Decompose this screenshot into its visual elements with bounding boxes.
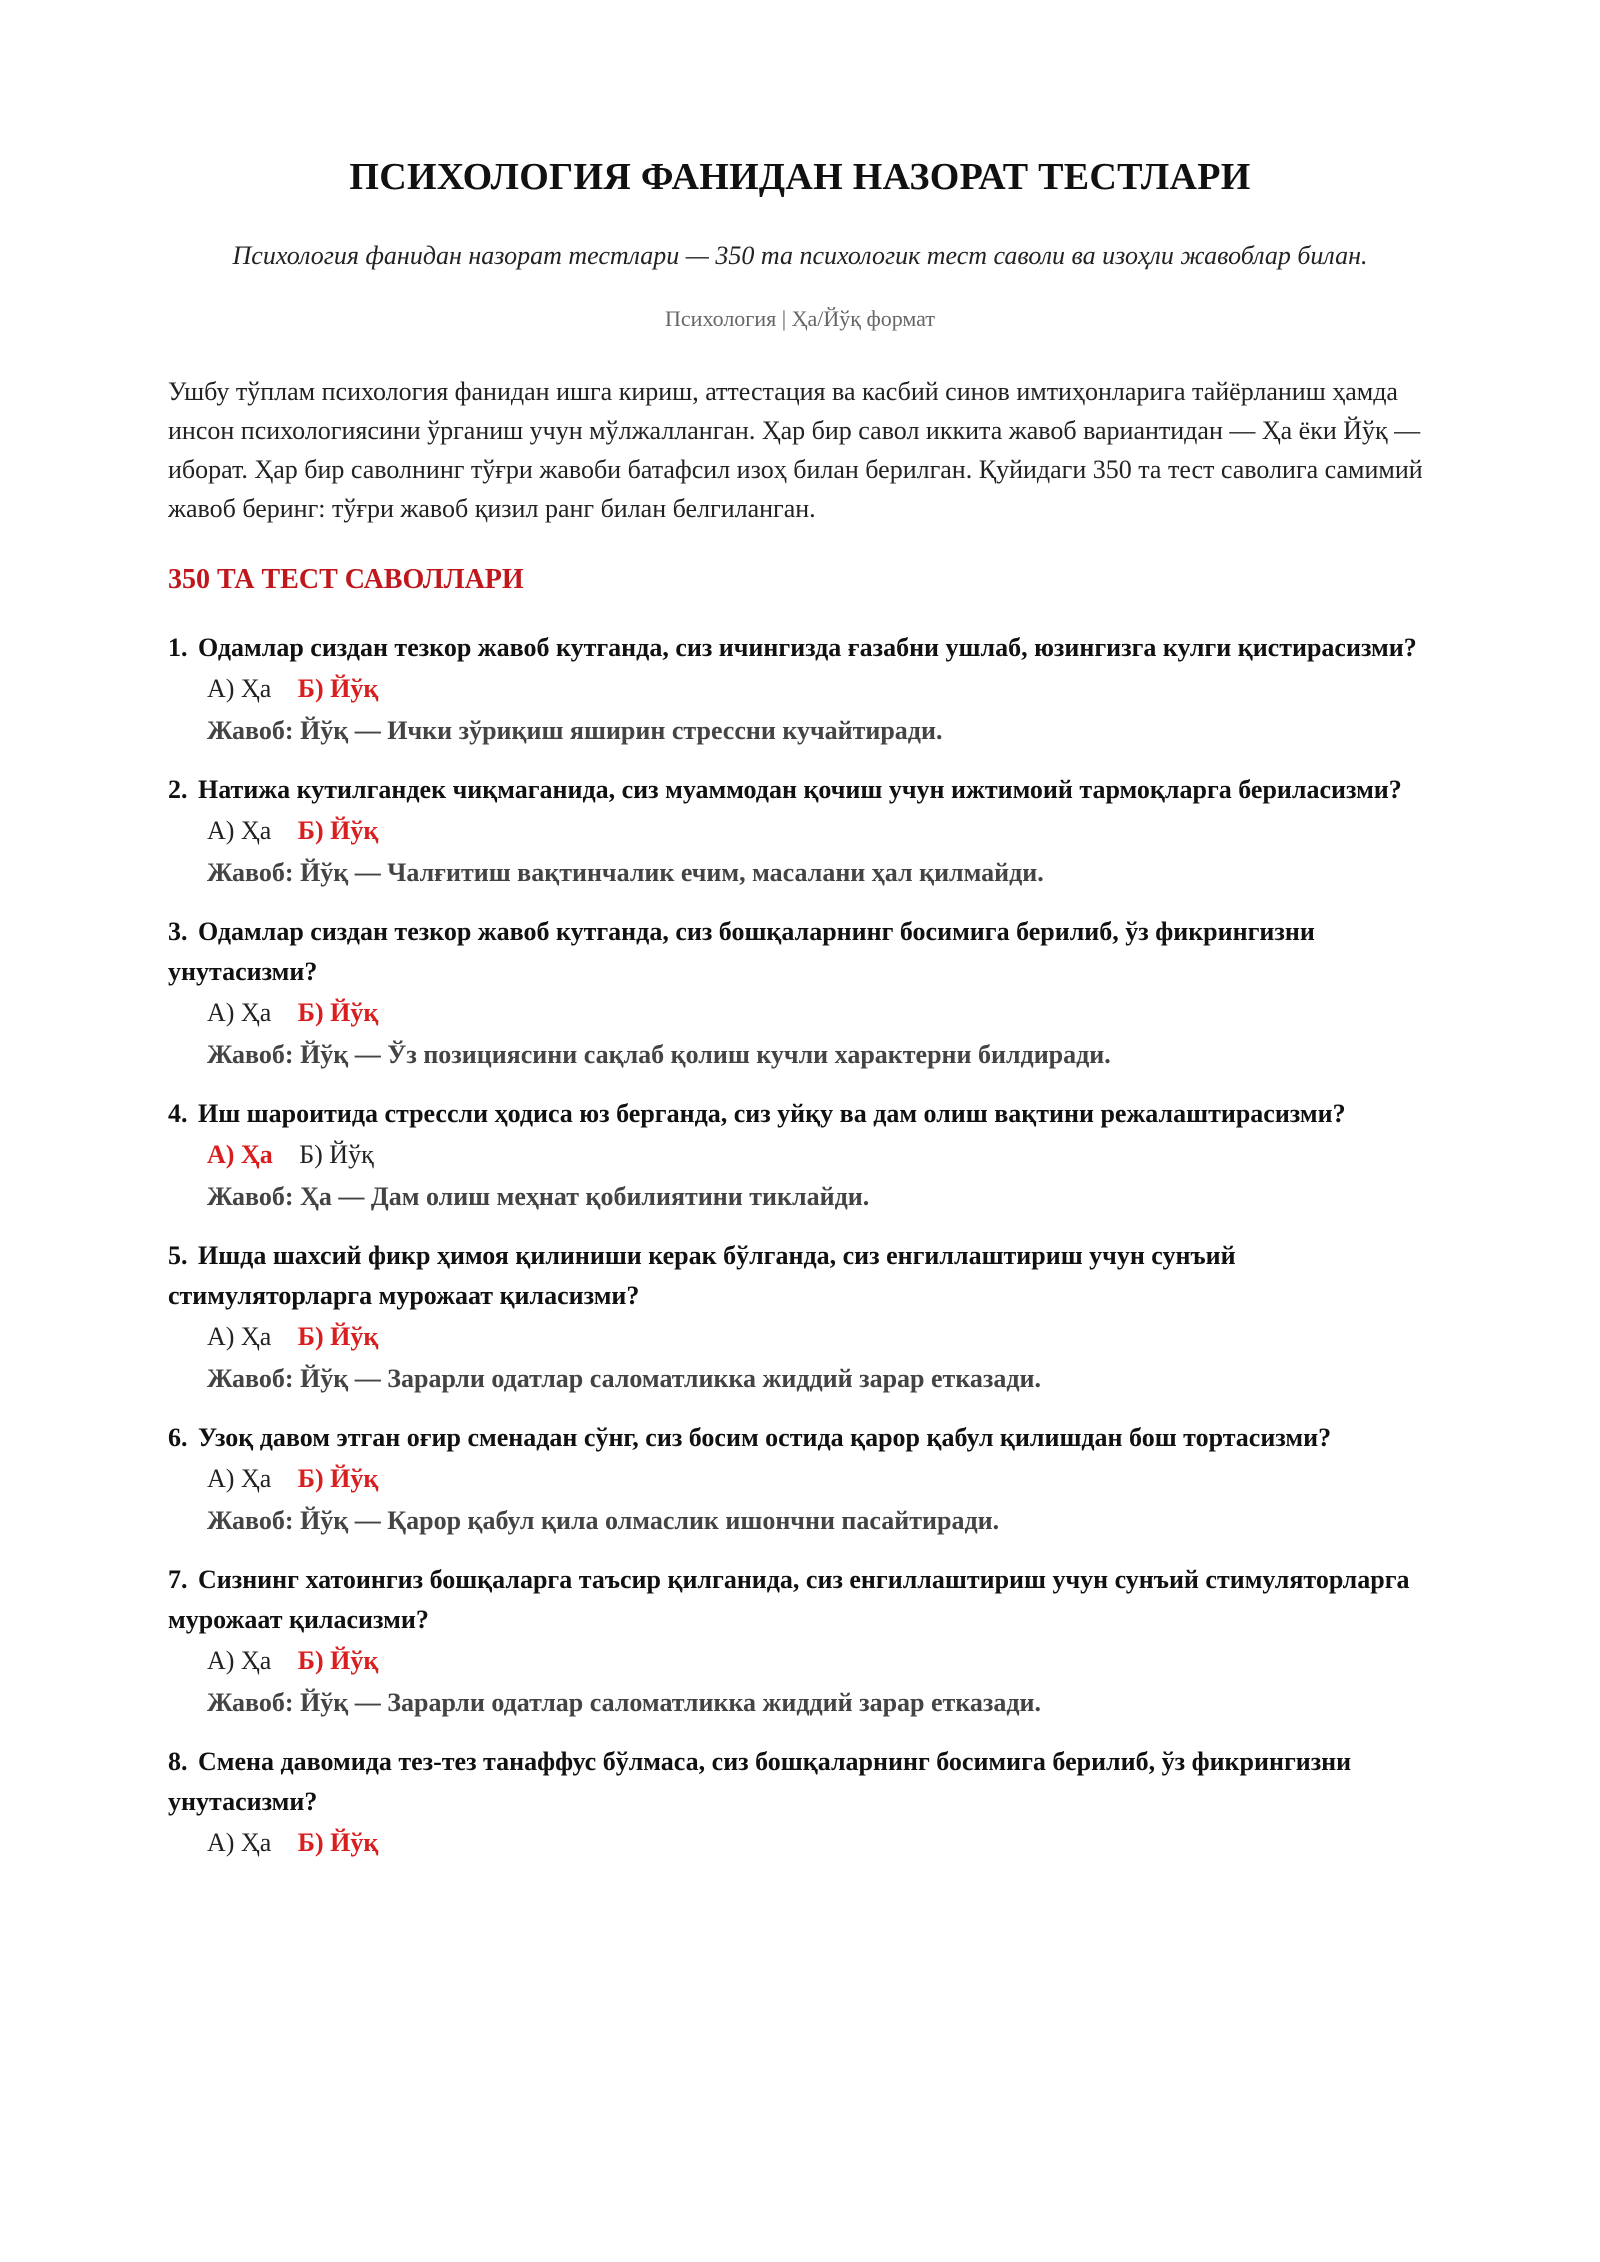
answer-options [168,992,1432,1034]
option-b[interactable]: Б) Йўқ [299,1140,374,1169]
question-body: Иш шароитида стрессли ҳодиса юз берганда, сиз уйқу ва дам олиш вақтини режалаштирасизми? [198,1099,1346,1128]
question-text [168,1236,1432,1316]
option-a[interactable]: А) Ҳа [207,1646,272,1675]
option-b[interactable]: Б) Йўқ [297,1646,379,1675]
question-text [168,628,1432,668]
question-body: Одамлар сиздан тезкор жавоб кутганда, сиз бошқаларнинг босимига берилиб, ўз фикрингизни унутасизми? [168,917,1315,986]
option-a[interactable]: А) Ҳа [207,816,272,845]
answer-explanation: Жавоб: Йўқ — Ички зўриқиш яширин стрессни кучайтиради. [207,716,943,745]
document-meta: Психология | Ҳа/Йўқ формат [665,306,935,331]
answer-explanation: Жавоб: Йўқ — Зарарли одатлар саломатликка жиддий зарар етказади. [207,1364,1041,1393]
answer-options [168,1134,1432,1176]
option-b[interactable]: Б) Йўқ [297,998,379,1027]
section-heading: 350 ТА ТЕСТ САВОЛЛАРИ [168,564,524,595]
answer-explanation: Жавоб: Йўқ — Чалғитиш вақтинчалик ечим, масалани ҳал қилмайди. [207,858,1044,887]
question-text [168,1560,1432,1640]
question-list [168,628,1432,1864]
option-a[interactable]: А) Ҳа [207,1322,272,1351]
question-body: Одамлар сиздан тезкор жавоб кутганда, сиз ичингизда ғазабни ушлаб, юзингизга кулги қистирасизми? [198,633,1417,662]
question-text [168,770,1432,810]
question-number: 1. [168,633,188,662]
option-a[interactable]: А) Ҳа [207,1140,273,1169]
answer-explanation: Жавоб: Йўқ — Қарор қабул қила олмаслик ишончни пасайтиради. [207,1506,1000,1535]
option-b[interactable]: Б) Йўқ [297,816,379,845]
question-item [168,1560,1432,1724]
question-item [168,1094,1432,1218]
question-number: 5. [168,1241,188,1270]
question-text [168,1094,1432,1134]
question-item [168,770,1432,894]
option-b[interactable]: Б) Йўқ [297,674,379,703]
question-body: Узоқ давом этган оғир сменадан сўнг, сиз босим остида қарор қабул қилишдан бош тортасизми? [198,1423,1332,1452]
question-text [168,912,1432,992]
answer-options [168,668,1432,710]
question-body: Ишда шахсий фикр ҳимоя қилиниши керак бўлганда, сиз енгиллаштириш учун сунъий стимуляторларга мурожаат қиласизми? [168,1241,1236,1310]
document-title: ПСИХОЛОГИЯ ФАНИДАН НАЗОРАТ ТЕСТЛАРИ [349,156,1251,198]
document-subtitle: Психология фанидан назорат тестлари — 350 та психологик тест саволи ва изоҳли жавоблар билан. [232,241,1368,270]
question-item [168,628,1432,752]
option-a[interactable]: А) Ҳа [207,998,272,1027]
answer-options [168,1640,1432,1682]
answer-options [168,1316,1432,1358]
answer-explanation: Жавоб: Йўқ — Зарарли одатлар саломатликка жиддий зарар етказади. [207,1688,1041,1717]
question-number: 3. [168,917,188,946]
question-body: Смена давомида тез-тез танаффус бўлмаса, сиз бошқаларнинг босимига берилиб, ўз фикрингизни унутасизми? [168,1747,1352,1816]
question-body: Сизнинг хатоингиз бошқаларга таъсир қилганида, сиз енгиллаштириш учун сунъий стимуляторларга мурожаат қиласизми? [168,1565,1410,1634]
question-body: Натижа кутилгандек чиқмаганида, сиз муаммодан қочиш учун ижтимоий тармоқларга бериласизми? [198,775,1402,804]
question-number: 2. [168,775,188,804]
document-page [168,0,1432,1882]
question-item [168,1742,1432,1864]
intro-paragraph: Ушбу тўплам психология фанидан ишга кириш, аттестация ва касбий синов имтиҳонларига тайёрланиш ҳамда инсон психологиясини ўрганиш учун мўлжалланган. Ҳар бир савол иккита жавоб вариантидан — Ҳа ёки Йўқ — иборат. Ҳар бир саволнинг тўғри жавоби батафсил изоҳ билан берилган. Қуйидаги 350 та тест саволига самимий жавоб беринг: тўғри жавоб қизил ранг билан белгиланган. [168,377,1423,523]
question-item [168,1418,1432,1542]
answer-options [168,1822,1432,1864]
option-a[interactable]: А) Ҳа [207,674,272,703]
question-number: 4. [168,1099,188,1128]
answer-options [168,810,1432,852]
option-b[interactable]: Б) Йўқ [297,1322,379,1351]
answer-options [168,1458,1432,1500]
answer-explanation: Жавоб: Йўқ — Ўз позициясини сақлаб қолиш кучли характерни билдиради. [207,1040,1111,1069]
question-number: 6. [168,1423,188,1452]
question-item [168,912,1432,1076]
question-number: 7. [168,1565,188,1594]
option-a[interactable]: А) Ҳа [207,1828,272,1857]
option-a[interactable]: А) Ҳа [207,1464,272,1493]
question-text [168,1418,1432,1458]
answer-explanation: Жавоб: Ҳа — Дам олиш меҳнат қобилиятини тиклайди. [207,1182,870,1211]
question-item [168,1236,1432,1400]
option-b[interactable]: Б) Йўқ [297,1464,379,1493]
question-number: 8. [168,1747,188,1776]
question-text [168,1742,1432,1822]
option-b[interactable]: Б) Йўқ [297,1828,379,1857]
